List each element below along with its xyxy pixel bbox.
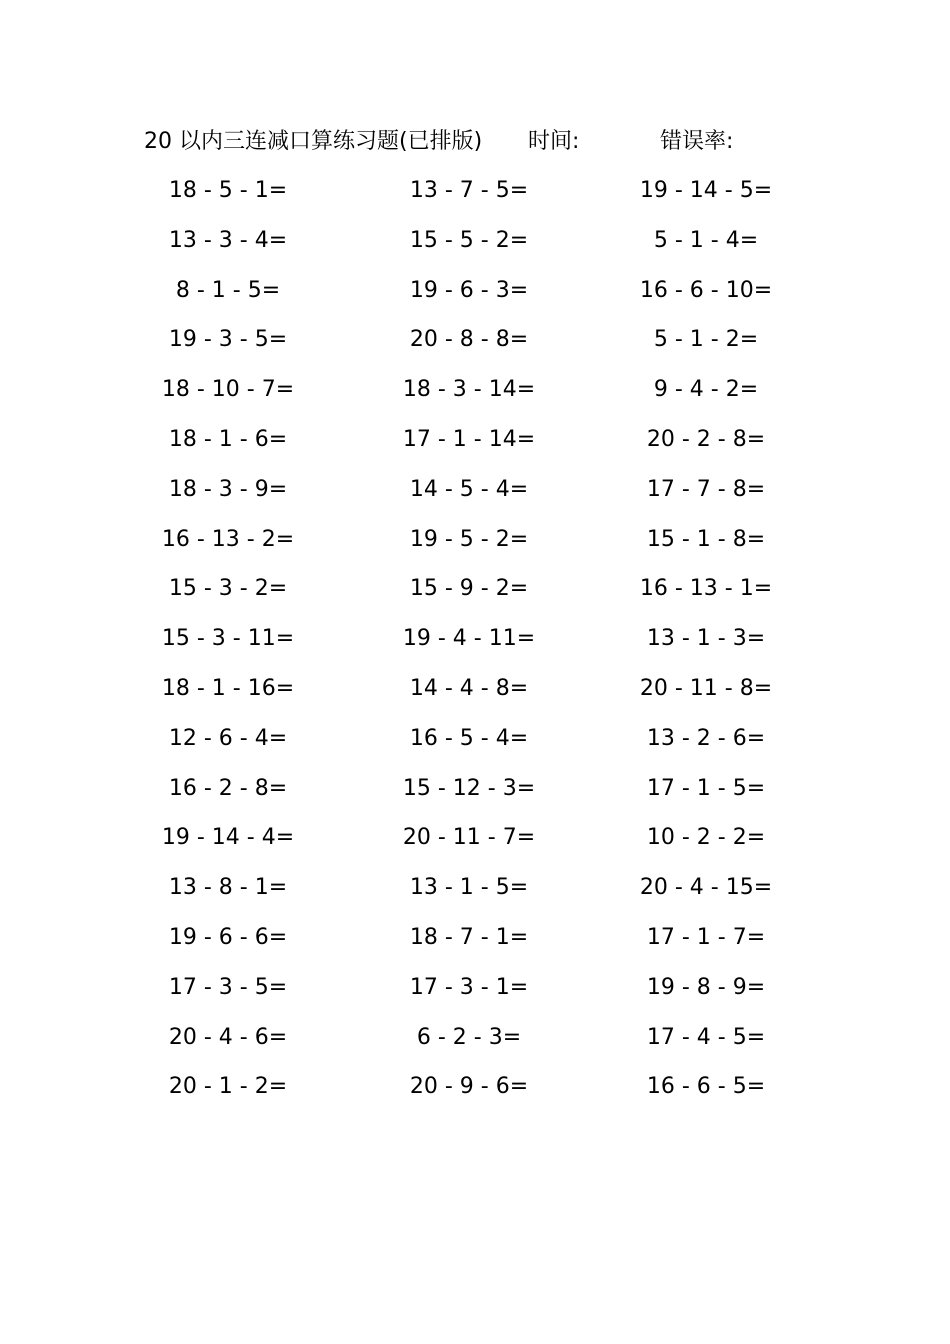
math-problem: 16 - 6 - 10= [639, 277, 773, 303]
math-problem: 17 - 3 - 5= [168, 974, 288, 1000]
problem-row [0, 963, 950, 1013]
worksheet-title: 20 以内三连减口算练习题(已排版) [144, 129, 483, 154]
math-problem: 9 - 4 - 2= [653, 377, 759, 403]
math-problem: 16 - 13 - 1= [639, 576, 773, 602]
problem-row [0, 315, 950, 365]
math-problem: 15 - 3 - 11= [161, 626, 295, 652]
math-problem: 17 - 7 - 8= [646, 476, 766, 502]
math-problem: 14 - 4 - 8= [409, 675, 529, 701]
math-problem: 20 - 11 - 8= [639, 675, 773, 701]
math-problem: 19 - 8 - 9= [646, 974, 766, 1000]
math-problem: 17 - 3 - 1= [409, 974, 529, 1000]
math-problem: 13 - 7 - 5= [409, 178, 529, 203]
math-problem: 13 - 1 - 5= [409, 875, 529, 901]
math-problem: 18 - 3 - 9= [168, 476, 288, 502]
error-rate-label: 错误率: [660, 129, 734, 154]
problem-row [0, 813, 950, 863]
math-problem: 13 - 2 - 6= [646, 725, 766, 751]
math-problem: 19 - 14 - 5= [639, 178, 773, 203]
math-problem: 17 - 1 - 14= [402, 426, 536, 452]
math-problem: 20 - 1 - 2= [168, 1074, 288, 1100]
math-problem: 17 - 1 - 7= [646, 924, 766, 950]
problem-row [0, 266, 950, 316]
math-problem: 18 - 3 - 14= [402, 377, 536, 403]
math-problem: 20 - 4 - 15= [639, 875, 773, 901]
math-problem: 19 - 5 - 2= [409, 526, 529, 552]
problem-row [0, 614, 950, 664]
math-problem: 16 - 13 - 2= [161, 526, 295, 552]
problem-row [0, 465, 950, 515]
math-problem: 16 - 5 - 4= [409, 725, 529, 751]
math-problem: 20 - 8 - 8= [409, 327, 529, 353]
problem-row [0, 863, 950, 913]
math-problem: 18 - 1 - 6= [168, 426, 288, 452]
problem-row [0, 515, 950, 565]
math-problem: 20 - 9 - 6= [409, 1074, 529, 1100]
math-problem: 15 - 3 - 2= [168, 576, 288, 602]
problem-row [0, 1013, 950, 1063]
math-problem: 18 - 7 - 1= [409, 924, 529, 950]
math-problem: 14 - 5 - 4= [409, 476, 529, 502]
problem-row [0, 216, 950, 266]
math-problem: 15 - 12 - 3= [402, 775, 536, 801]
math-problem: 20 - 4 - 6= [168, 1024, 288, 1050]
problem-row [0, 1062, 950, 1112]
problem-row [0, 365, 950, 415]
problem-row [0, 764, 950, 814]
math-problem: 19 - 6 - 6= [168, 924, 288, 950]
math-problem: 16 - 6 - 5= [646, 1074, 766, 1100]
problem-grid [0, 166, 950, 1112]
math-problem: 19 - 4 - 11= [402, 626, 536, 652]
math-problem: 20 - 2 - 8= [646, 426, 766, 452]
math-problem: 17 - 4 - 5= [646, 1024, 766, 1050]
math-problem: 17 - 1 - 5= [646, 775, 766, 801]
math-problem: 13 - 3 - 4= [168, 227, 288, 253]
problem-row [0, 415, 950, 465]
math-problem: 15 - 9 - 2= [409, 576, 529, 602]
math-problem: 19 - 14 - 4= [161, 825, 295, 851]
math-problem: 18 - 5 - 1= [168, 178, 288, 203]
math-problem: 18 - 10 - 7= [161, 377, 295, 403]
problem-row [0, 564, 950, 614]
math-problem: 16 - 2 - 8= [168, 775, 288, 801]
problem-row [0, 714, 950, 764]
math-problem: 19 - 3 - 5= [168, 327, 288, 353]
math-problem: 20 - 11 - 7= [402, 825, 536, 851]
math-problem: 15 - 1 - 8= [646, 526, 766, 552]
worksheet-header [144, 124, 804, 160]
math-problem: 5 - 1 - 4= [653, 227, 759, 253]
math-problem: 13 - 8 - 1= [168, 875, 288, 901]
time-label: 时间: [528, 129, 580, 154]
math-problem: 18 - 1 - 16= [161, 675, 295, 701]
math-problem: 13 - 1 - 3= [646, 626, 766, 652]
problem-row [0, 913, 950, 963]
math-problem: 15 - 5 - 2= [409, 227, 529, 253]
math-problem: 6 - 2 - 3= [416, 1024, 522, 1050]
problem-row [0, 664, 950, 714]
math-problem: 5 - 1 - 2= [653, 327, 759, 353]
math-problem: 19 - 6 - 3= [409, 277, 529, 303]
problem-row [0, 166, 950, 216]
math-problem: 12 - 6 - 4= [168, 725, 288, 751]
math-problem: 8 - 1 - 5= [175, 277, 281, 303]
math-problem: 10 - 2 - 2= [646, 825, 766, 851]
